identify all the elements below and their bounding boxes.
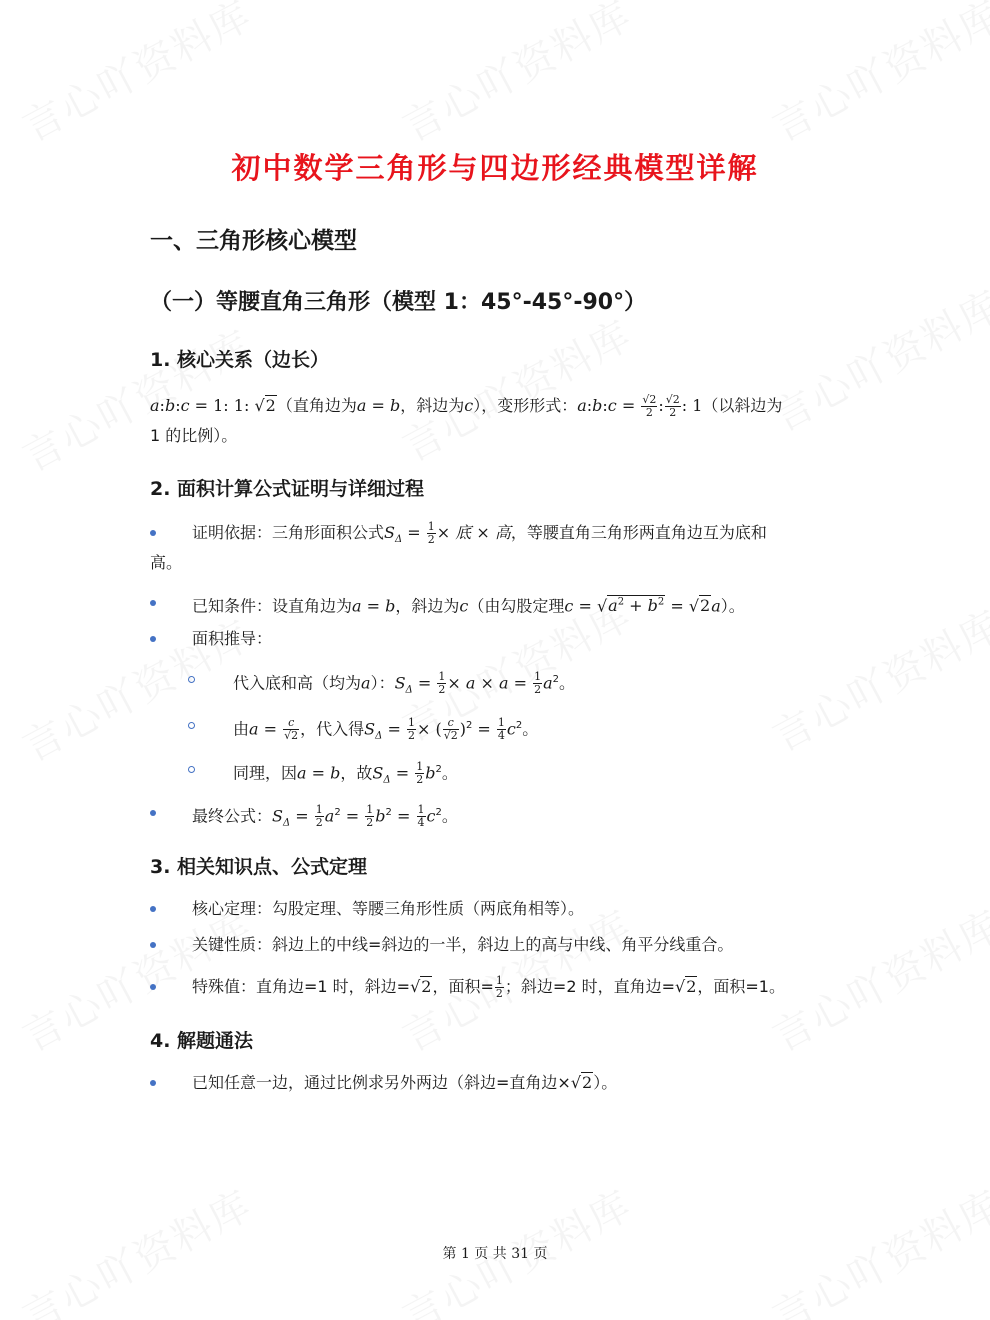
bullet-icon [150, 984, 156, 990]
area-proof-basis: 证明依据：三角形面积公式$S_\Delta$ = $\frac{1}{2}$ × 底 × 高，等腰直角三角形两直角边互为底和 [192, 520, 767, 546]
derivation-step-2: 由a = $\frac{c}{√2}$ ，代入得$S_\Delta$ = $\frac{1}{2}$ × ( $\frac{c}{√2}$ )$^2$ = $\frac{1}{4}$ $c^2$。 [233, 716, 539, 743]
bullet-icon [150, 530, 156, 536]
method-item: 已知任意一边，通过比例求另外两边（斜边=直角边×√2）。 [192, 1073, 618, 1092]
heading-related-knowledge: 3. 相关知识点、公式定理 [150, 856, 368, 878]
core-relation-paragraph: a:b:c = 1: 1: √2（直角边为a = b，斜边为c），变形形式：a:b:c = $\frac{√2}{2}$ : $\frac{√2}{2}$ : 1（以斜边为 [150, 393, 783, 419]
watermark [11, 0, 260, 153]
page-footer: 第 1 页 共 31 页 [442, 1246, 548, 1262]
heading-area-proof: 2. 面积计算公式证明与详细过程 [150, 478, 425, 500]
heading-core-relation: 1. 核心关系（边长） [150, 349, 330, 371]
bullet-icon [150, 942, 156, 948]
area-known-conditions: 已知条件：设直角边为a = b，斜边为c（由勾股定理$c = √a^2 + b^2 = √2a$）。 [192, 596, 745, 616]
section-heading: 一、三角形核心模型 [150, 228, 357, 254]
sub-bullet-icon [188, 766, 195, 773]
sub-bullet-icon [188, 722, 195, 729]
watermark [761, 0, 990, 153]
area-final-formula: 最终公式：$S_\Delta$ = $\frac{1}{2}$ $a^2$ = $\frac{1}{2}$ $b^2$ = $\frac{1}{4}$ $c^2$。 [192, 803, 458, 830]
subsection-heading: （一）等腰直角三角形（模型 1：45°-45°-90°） [150, 290, 647, 315]
bullet-icon [150, 810, 156, 816]
core-relation-paragraph-cont: 1 的比例）。 [150, 426, 238, 445]
bullet-icon [150, 1080, 156, 1086]
bullet-icon [150, 600, 156, 606]
bullet-icon [150, 636, 156, 642]
derivation-step-1: 代入底和高（均为a）：$S_\Delta$ = $\frac{1}{2}$ × a × a = $\frac{1}{2}$ $a^2$。 [233, 670, 576, 697]
heading-general-method: 4. 解题通法 [150, 1030, 254, 1052]
bullet-icon [150, 906, 156, 912]
related-core-theorem: 核心定理：勾股定理、等腰三角形性质（两底角相等）。 [192, 899, 585, 918]
area-derivation: 面积推导： [192, 629, 273, 648]
sub-bullet-icon [188, 676, 195, 683]
area-proof-basis-cont: 高。 [150, 553, 183, 572]
document-title: 初中数学三角形与四边形经典模型详解 [231, 151, 759, 185]
related-special-values: 特殊值：直角边=1 时，斜边=√2，面积= $\frac{1}{2}$ ；斜边=2 时，直角边=√2，面积=1。 [192, 974, 785, 1000]
watermark [391, 0, 640, 153]
derivation-step-3: 同理，因a = b，故$S_\Delta$ = $\frac{1}{2}$ $b^2$。 [233, 760, 458, 787]
related-key-property: 关键性质：斜边上的中线=斜边的一半，斜边上的高与中线、角平分线重合。 [192, 935, 734, 954]
